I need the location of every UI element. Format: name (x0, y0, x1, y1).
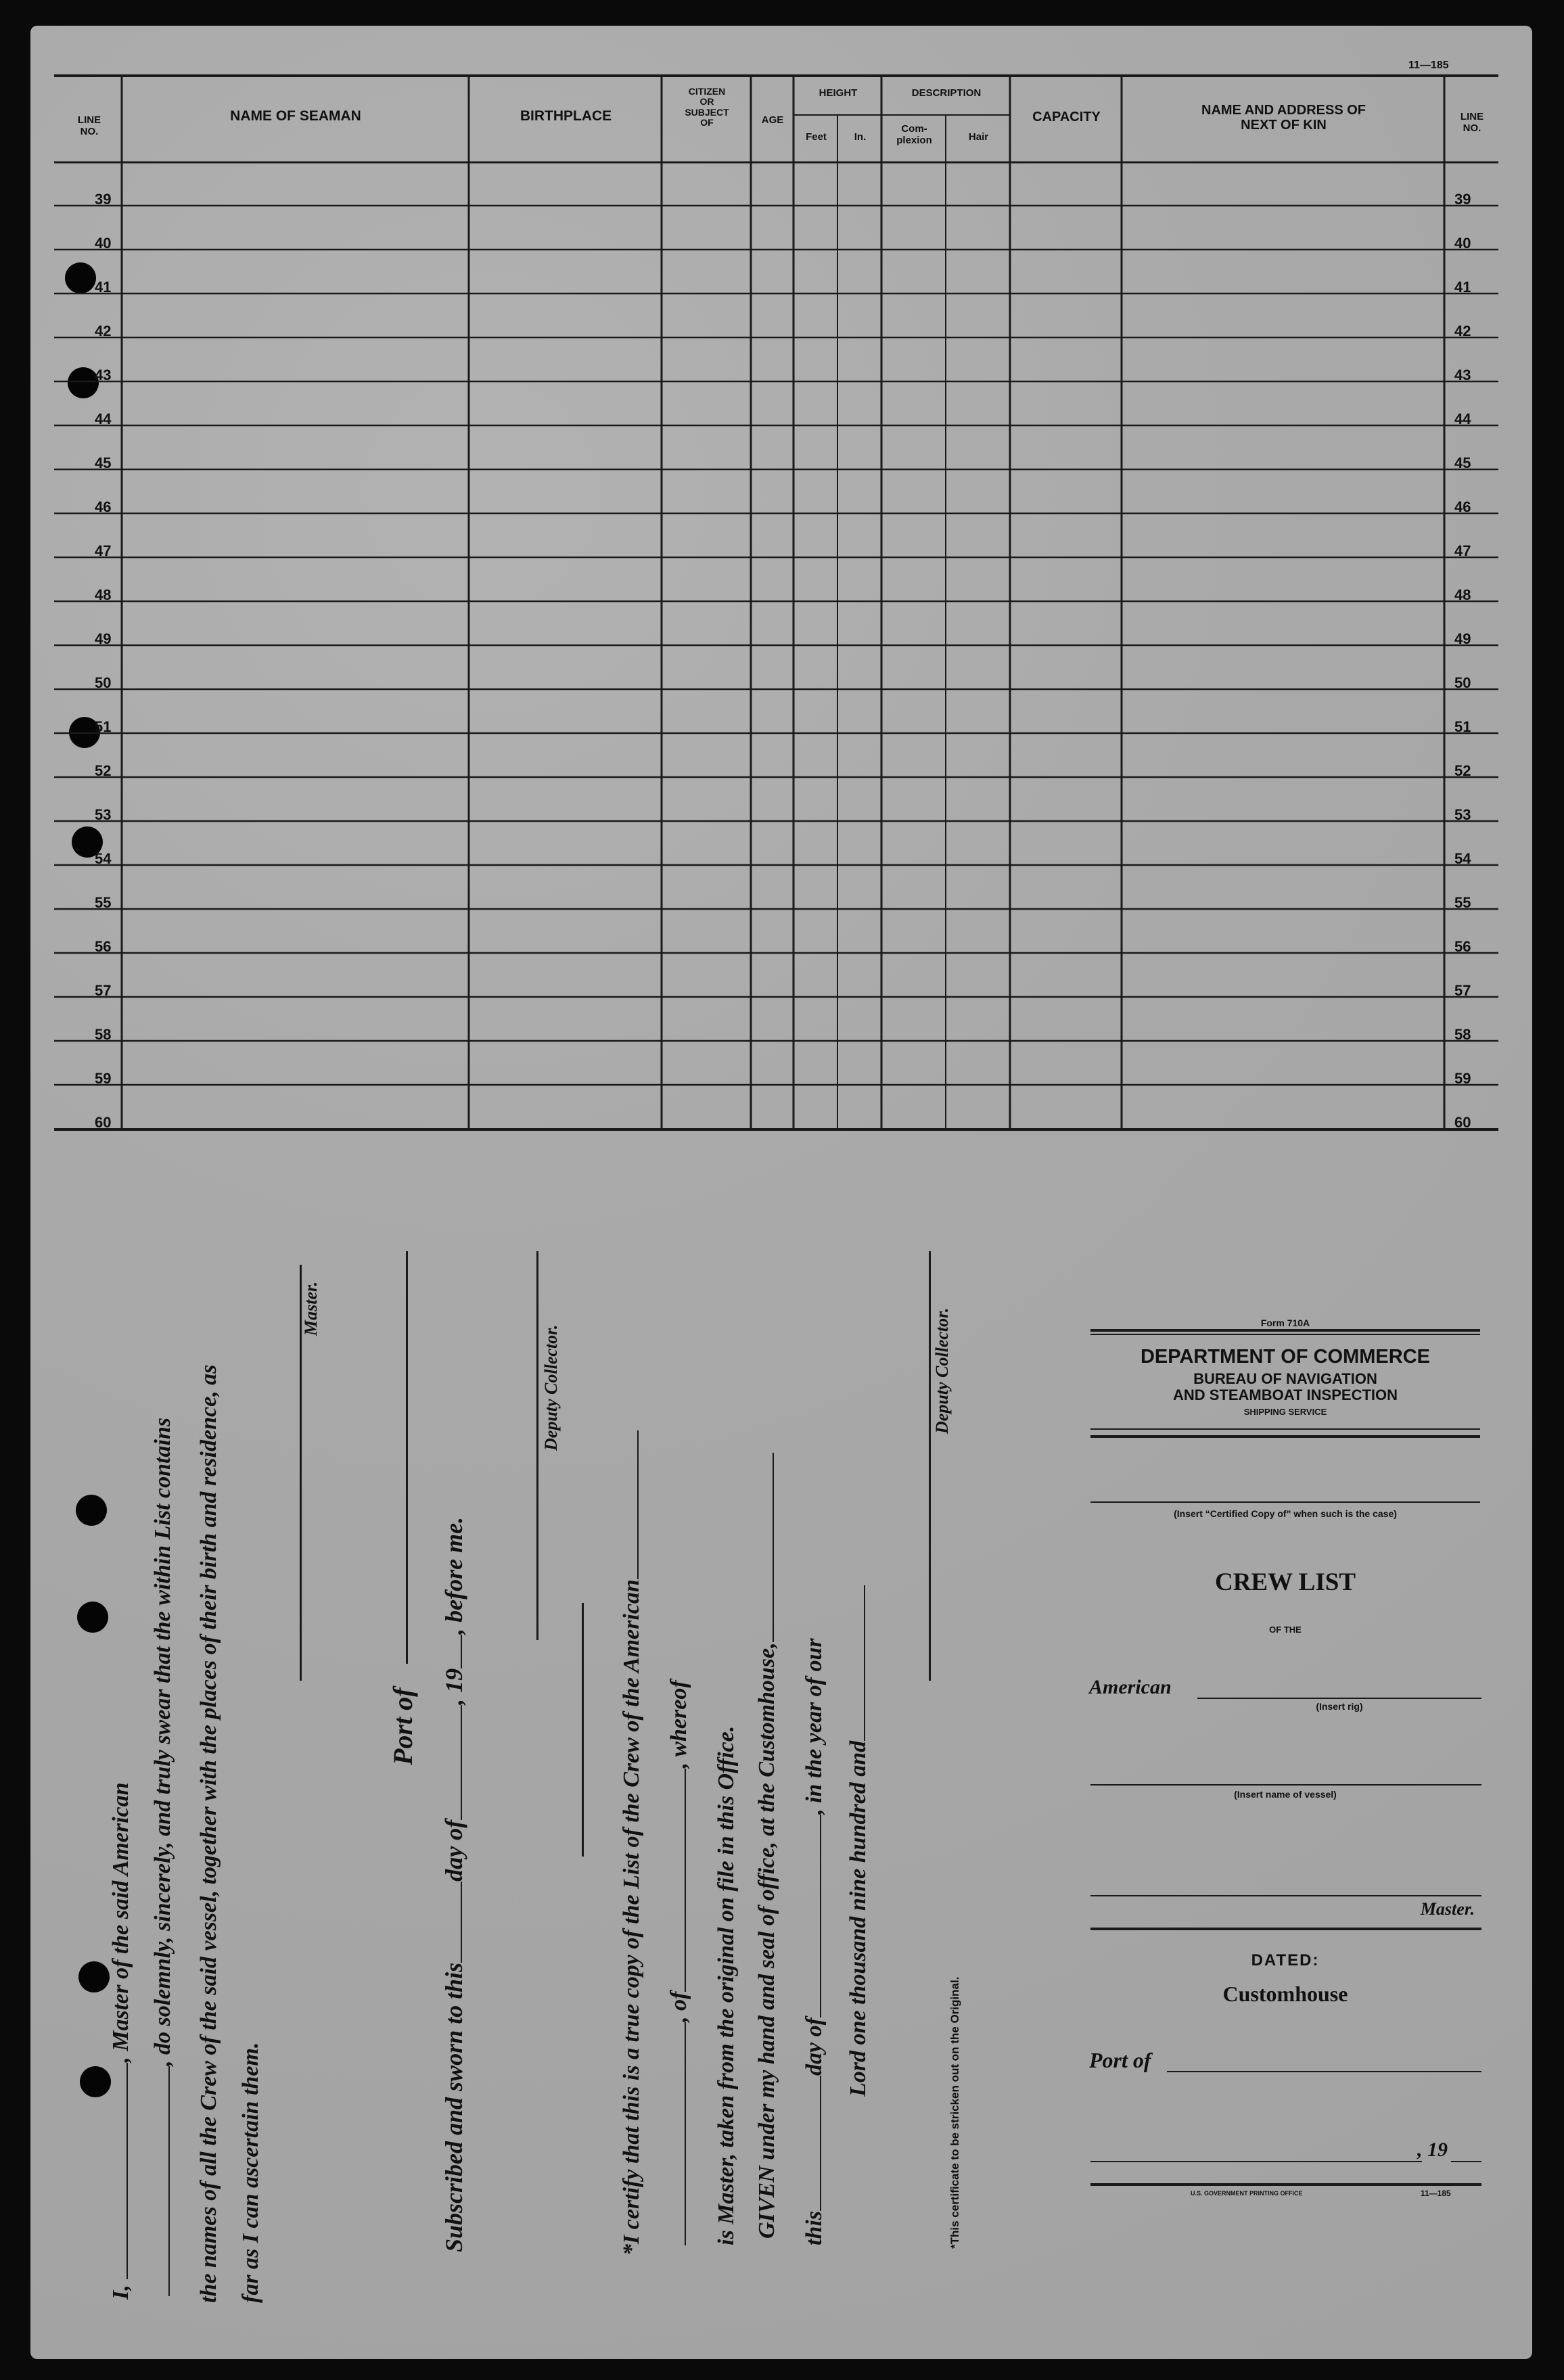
line-number-right: 55 (1454, 894, 1471, 911)
cover-insert-rig: (Insert rig) (1316, 1701, 1363, 1712)
col-header-citizen: CITIZEN OR SUBJECT OF (685, 86, 729, 129)
line-number-right: 43 (1454, 367, 1471, 383)
line-number-right: 60 (1454, 1114, 1471, 1131)
cover-american: American (1089, 1676, 1172, 1698)
line-number-left: 53 (95, 806, 112, 823)
line-number-left: 46 (95, 498, 112, 515)
col-header-hair: Hair (968, 131, 989, 143)
cover-customhouse: Customhouse (1222, 1982, 1348, 2006)
date-line (1090, 2161, 1422, 2162)
certify-line-4: GIVEN under my hand and seal of office, at the Customhouse, (754, 1453, 780, 2239)
vessel-name-line (1090, 1784, 1481, 1786)
line-number-left: 39 (95, 191, 112, 208)
certify-line-2: , of, whereof (666, 1680, 692, 2245)
deputy-line-2 (929, 1251, 931, 1681)
cover-year: , 19 (1417, 2139, 1448, 2161)
certified-copy-line (1090, 1501, 1480, 1503)
cover-form-number: Form 710A (1260, 1317, 1310, 1328)
col-header-height: HEIGHT (819, 87, 858, 99)
oath-line-4: far as I can ascertain them. (238, 2042, 263, 2303)
rig-line (1197, 1698, 1481, 1699)
oath-line-3: the names of all the Crew of the said vessel, together with the places of their birth and residence, as (196, 1364, 221, 2303)
cover-service: SHIPPING SERVICE (1243, 1407, 1327, 1417)
cover-rule (1090, 2183, 1481, 2186)
certify-line-3: is Master, taken from the original on file in this Office. (714, 1725, 739, 2245)
line-number-right: 57 (1454, 982, 1471, 999)
line-number-right: 51 (1454, 718, 1471, 735)
line-number-right: 44 (1454, 411, 1471, 427)
cover-insert-certified: (Insert “Certified Copy of” when such is the case) (1174, 1508, 1397, 1519)
line-number-right: 56 (1454, 938, 1471, 955)
cover-title: CREW LIST (1214, 1568, 1356, 1596)
port-line (406, 1251, 408, 1664)
cover-bureau: BUREAU OF NAVIGATION (1193, 1370, 1377, 1387)
cover-inspection: AND STEAMBOAT INSPECTION (1172, 1386, 1398, 1403)
line-number-left: 48 (95, 586, 112, 603)
footnote: *This certificate to be stricken out on the Original. (948, 1976, 961, 2249)
cover-printer: U.S. GOVERNMENT PRINTING OFFICE (1191, 2190, 1303, 2197)
oath-line-2: , do solemnly, sincerely, and truly swear that the within List contains (150, 1418, 176, 2296)
line-number-left: 51 (95, 718, 112, 735)
line-number-right: 39 (1454, 191, 1471, 208)
line-number-left: 57 (95, 982, 112, 999)
col-header-line-no-right: LINE NO. (1460, 111, 1484, 134)
col-header-description: DESCRIPTION (911, 87, 982, 99)
col-header-age: AGE (761, 114, 784, 126)
line-number-right: 48 (1454, 586, 1471, 603)
crew-table-grid (54, 74, 1498, 1131)
col-header-complexion: Com- plexion (896, 123, 932, 146)
line-number-left: 54 (95, 850, 112, 867)
port-of-line (1167, 2071, 1481, 2072)
sworn-line (582, 1603, 584, 1857)
oath-line-1: I, , Master of the said American (108, 1782, 133, 2300)
col-header-next-of-kin: NAME AND ADDRESS OF NEXT OF KIN (1201, 103, 1366, 133)
master-label: Master. (301, 1281, 321, 1336)
col-header-feet: Feet (806, 131, 827, 143)
line-number-right: 59 (1454, 1070, 1471, 1087)
subscribed-line: Subscribed and sworn to thisday of, 19, before me. (440, 1516, 467, 2252)
line-number-right: 58 (1454, 1026, 1471, 1043)
certify-line-6: Lord one thousand nine hundred and (846, 1585, 871, 2097)
line-number-right: 47 (1454, 542, 1471, 559)
master-line (1090, 1895, 1481, 1896)
line-number-left: 42 (95, 323, 112, 340)
line-number-right: 53 (1454, 806, 1471, 823)
port-of-label: Port of (388, 1687, 418, 1765)
line-number-left: 60 (95, 1114, 112, 1131)
line-number-left: 43 (95, 367, 112, 383)
deputy-collector-label-2: Deputy Collector. (932, 1307, 952, 1434)
cover-master: Master. (1420, 1899, 1475, 1919)
line-number-left: 56 (95, 938, 112, 955)
line-number-left: 52 (95, 762, 112, 779)
line-number-left: 58 (95, 1026, 112, 1043)
line-number-right: 40 (1454, 235, 1471, 252)
line-number-left: 44 (95, 411, 112, 427)
line-number-right: 41 (1454, 279, 1471, 296)
cover-rule (1090, 1329, 1480, 1332)
deputy-line-1 (536, 1251, 538, 1640)
line-number-right: 54 (1454, 850, 1471, 867)
cover-rule (1090, 1928, 1481, 1930)
line-number-left: 45 (95, 454, 112, 471)
deputy-collector-label-1: Deputy Collector. (541, 1324, 561, 1451)
line-number-left: 59 (95, 1070, 112, 1087)
line-number-right: 52 (1454, 762, 1471, 779)
punch-hole (78, 1961, 110, 1992)
line-number-left: 47 (95, 542, 112, 559)
cover-of-the: OF THE (1269, 1625, 1302, 1635)
col-header-name: NAME OF SEAMAN (230, 108, 361, 124)
line-number-left: 55 (95, 894, 112, 911)
punch-hole (77, 1602, 108, 1633)
col-header-capacity: CAPACITY (1032, 110, 1101, 124)
certify-line-5: thisday of, in the year of our (802, 1638, 827, 2245)
certify-line-1: *I certify that this is a true copy of the List of the Crew of the American (619, 1430, 645, 2256)
line-number-left: 40 (95, 235, 112, 252)
cover-port-of: Port of (1089, 2048, 1151, 2072)
line-number-right: 46 (1454, 498, 1471, 515)
cover-insert-name: (Insert name of vessel) (1234, 1789, 1337, 1800)
punch-hole (76, 1495, 107, 1526)
col-header-birthplace: BIRTHPLACE (520, 108, 612, 124)
form-code-top: 11—185 (1408, 60, 1449, 71)
line-number-right: 50 (1454, 674, 1471, 691)
col-header-line-no-left: LINE NO. (77, 114, 101, 137)
line-number-right: 49 (1454, 630, 1471, 647)
line-number-left: 49 (95, 630, 112, 647)
cover-department: DEPARTMENT OF COMMERCE (1140, 1346, 1430, 1368)
cover-dated: DATED: (1251, 1951, 1320, 1969)
line-number-left: 50 (95, 674, 112, 691)
col-header-inches: In. (854, 131, 867, 143)
cover-rule (1090, 1428, 1480, 1430)
line-number-right: 45 (1454, 454, 1471, 471)
line-number-right: 42 (1454, 323, 1471, 340)
cover-rule (1090, 1435, 1480, 1438)
year-line (1451, 2161, 1481, 2162)
line-number-left: 41 (95, 279, 112, 296)
cover-form-code: 11—185 (1421, 2189, 1451, 2198)
cover-rule (1090, 1334, 1480, 1335)
punch-hole (80, 2066, 111, 2097)
